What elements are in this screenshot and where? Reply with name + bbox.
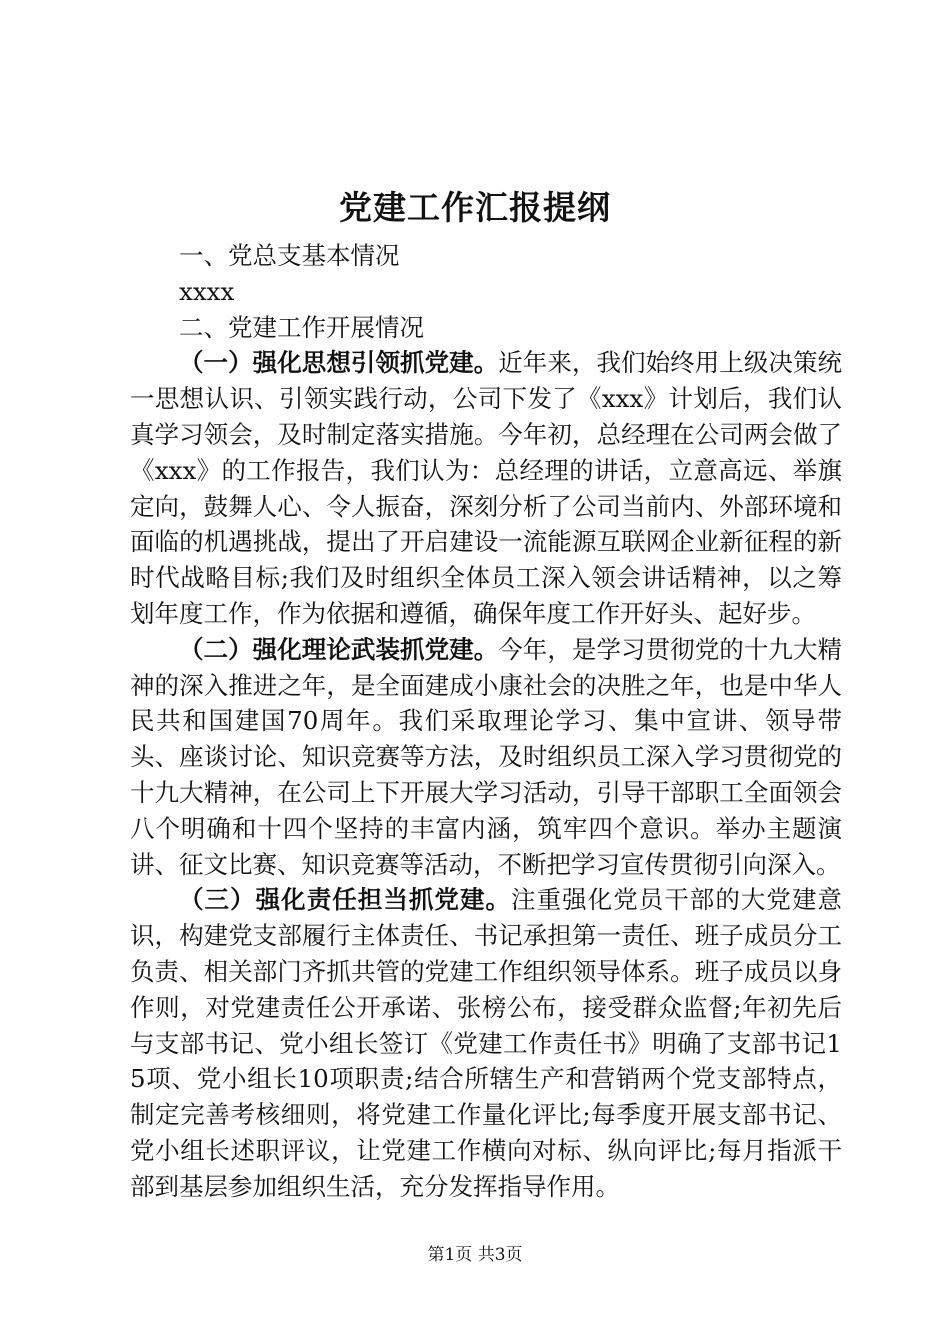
paragraph-1-text: 近年来，我们始终用上级决策统一思想认识、引领实践行动，公司下发了《xxx》计划后，我们认真学习领会，及时制定落实措施。今年初，总经理在公司两会做了《xxx》的工作报告，我们认为：总经理的讲话，立意高远、举旗定向，鼓舞人心、令人振奋，深刻分析了公司当前内、外部环境和面临的机遇挑战，提出了开启建设一流能源互联网企业新征程的新时代战略目标;我们及时组织全体员工深入领会讲话精神，以之筹划年度工作，作为依据和遵循，确保年度工作开好头、起好步。 — [130, 348, 842, 628]
section-heading-1: 一、党总支基本情况 — [179, 241, 400, 270]
paragraph-1-lead: （一）强化思想引领抓党建。 — [179, 348, 499, 378]
section-heading-2: 二、党建工作开展情况 — [179, 312, 424, 342]
paragraph-2 — [130, 632, 842, 883]
paragraph-1 — [130, 345, 842, 631]
paragraph-3-lead: （三）强化责任担当抓党建。 — [179, 885, 512, 915]
document-body — [130, 238, 842, 1205]
paragraph-2-lead: （二）强化理论武装抓党建。 — [179, 634, 499, 664]
document-title: 党建工作汇报提纲 — [339, 188, 611, 227]
paragraph-3 — [130, 882, 842, 1204]
paragraph-2-text: 今年，是学习贯彻党的十九大精神的深入推进之年，是全面建成小康社会的决胜之年，也是中华人民共和国建国70周年。我们采取理论学习、集中宣讲、领导带头、座谈讨论、知识竞赛等方法，及时组织员工深入学习贯彻党的十九大精神，在公司上下开展大学习活动，引导干部职工全面领会八个明确和十四个坚持的丰富内涵，筑牢四个意识。举办主题演讲、征文比赛、知识竞赛等活动，不断把学习宣传贯彻引向深入。 — [130, 634, 842, 879]
section-1-content: xxxx — [179, 276, 235, 306]
paragraph-3-text: 注重强化党员干部的大党建意识，构建党支部履行主体责任、书记承担第一责任、班子成员分工负责、相关部门齐抓共管的党建工作组织领导体系。班子成员以身作则，对党建责任公开承诺、张榜公布，接受群众监督;年初先后与支部书记、党小组长签订《党建工作责任书》明确了支部书记15项、党小组长10项职责;结合所辖生产和营销两个党支部特点，制定完善考核细则，将党建工作量化评比;每季度开展支部书记、党小组长述职评议，让党建工作横向对标、纵向评比;每月指派干部到基层参加组织生活，充分发挥指导作用。 — [130, 885, 843, 1201]
page-footer: 第1页 共3页 — [427, 1245, 523, 1265]
